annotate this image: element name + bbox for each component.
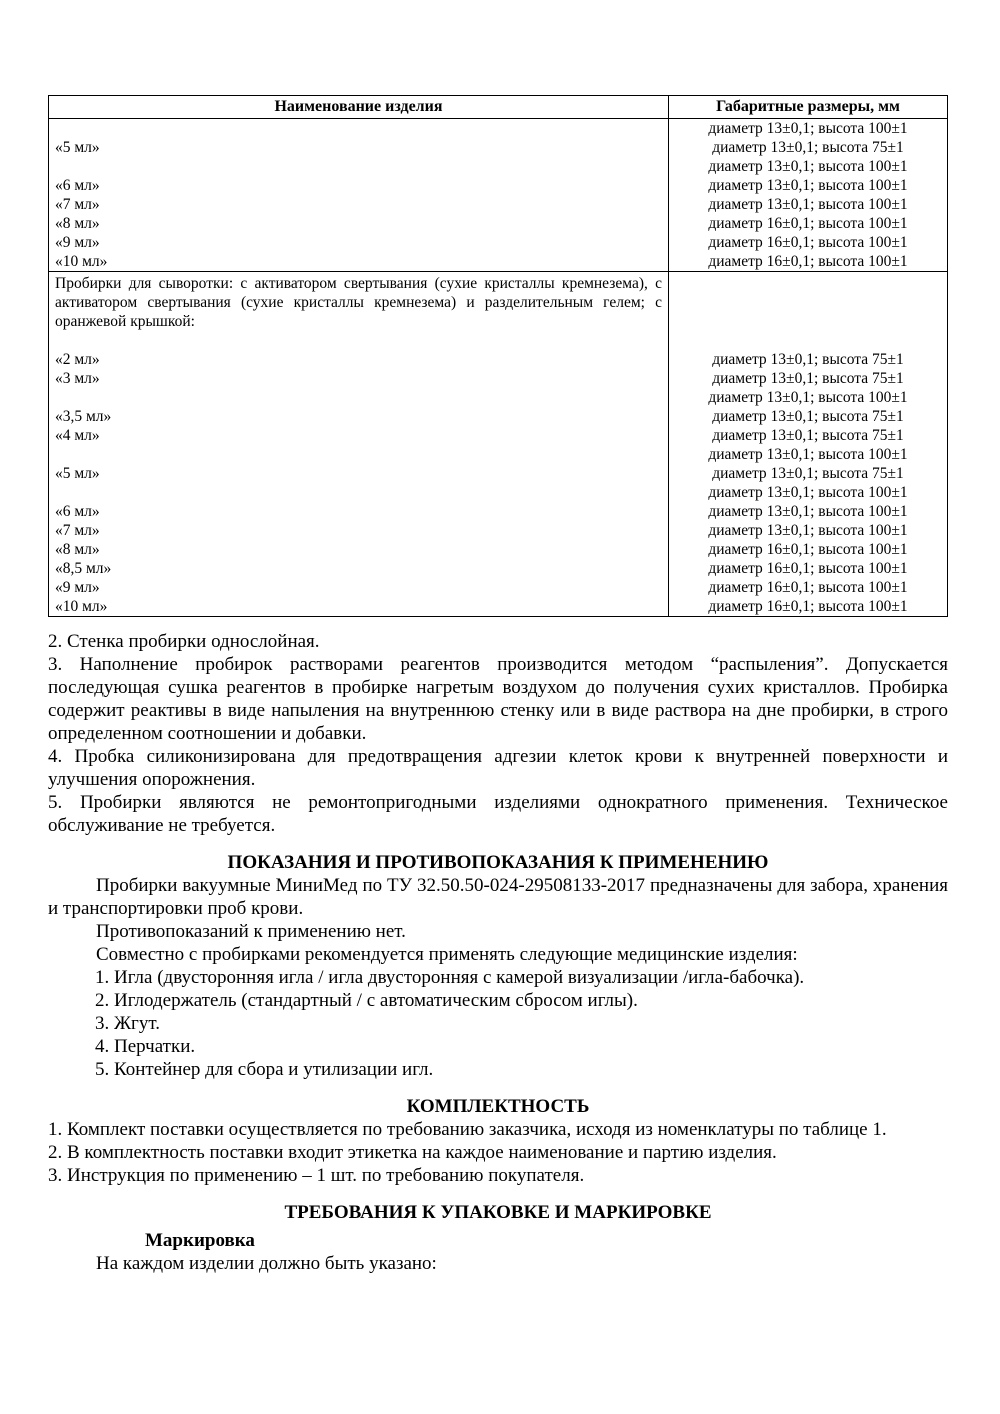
dimensions-cell: диаметр 13±0,1; высота 100±1 bbox=[668, 176, 947, 195]
dimensions-cell: диаметр 13±0,1; высота 100±1 bbox=[668, 502, 947, 521]
paragraph-siliconized-stopper: 4. Пробка силиконизирована для предотвращения адгезии клеток крови к внутренней поверхности и улучшения опорожнения. bbox=[48, 746, 948, 790]
table-row bbox=[49, 521, 947, 540]
dimensions-cell: диаметр 16±0,1; высота 100±1 bbox=[668, 214, 947, 233]
dimensions-cell: диаметр 13±0,1; высота 100±1 bbox=[668, 483, 947, 502]
table-row bbox=[49, 157, 947, 176]
product-name-cell: «8 мл» bbox=[55, 215, 100, 232]
dimensions-cell: диаметр 16±0,1; высота 100±1 bbox=[668, 252, 947, 271]
section-heading-packaging: ТРЕБОВАНИЯ К УПАКОВКЕ И МАРКИРОВКЕ bbox=[284, 1202, 712, 1223]
product-name-cell: «2 мл» bbox=[55, 351, 100, 368]
paragraph-recommended-devices: Совместно с пробирками рекомендуется применять следующие медицинские изделия: bbox=[96, 944, 798, 965]
list-item: 2. В комплектность поставки входит этикетка на каждое наименование и партию изделия. bbox=[48, 1142, 777, 1163]
paragraph-no-contraindications: Противопоказаний к применению нет. bbox=[96, 921, 406, 942]
table-row bbox=[49, 483, 947, 502]
table-block-plain-tubes bbox=[49, 119, 947, 271]
product-name-cell: «5 мл» bbox=[55, 139, 100, 156]
product-name-cell: «7 мл» bbox=[55, 196, 100, 213]
table-row bbox=[49, 388, 947, 407]
product-name-cell: «8 мл» bbox=[55, 541, 100, 558]
table-row-spacer bbox=[49, 331, 947, 350]
dimensions-cell: диаметр 13±0,1; высота 100±1 bbox=[668, 521, 947, 540]
product-name-cell: «9 мл» bbox=[55, 234, 100, 251]
table-row bbox=[49, 119, 947, 138]
dimensions-cell: диаметр 16±0,1; высота 100±1 bbox=[668, 559, 947, 578]
table-row bbox=[49, 502, 947, 521]
paragraph-reagent-filling: 3. Наполнение пробирок растворами реагентов производится методом “распыления”. Допускается последующая сушка реагентов в пробирке нагретым воздухом до получения сухих кристаллов. Пробирка содержит реактивы в виде напыления на внутреннюю стенку или в виде раствора на дне пробирки, в строго определенном соотношении и добавки. bbox=[48, 654, 948, 744]
dimensions-cell: диаметр 13±0,1; высота 100±1 bbox=[668, 195, 947, 214]
dimensions-cell: диаметр 16±0,1; высота 100±1 bbox=[668, 597, 947, 616]
table-row bbox=[49, 369, 947, 388]
table-row bbox=[49, 252, 947, 271]
table-row bbox=[49, 426, 947, 445]
table-row bbox=[49, 350, 947, 369]
table-row bbox=[49, 407, 947, 426]
list-item: 2. Иглодержатель (стандартный / с автоматическим сбросом иглы). bbox=[95, 990, 638, 1011]
list-item: 1. Комплект поставки осуществляется по требованию заказчика, исходя из номенклатуры по таблице 1. bbox=[48, 1119, 887, 1140]
table-row bbox=[49, 540, 947, 559]
table-row bbox=[49, 138, 947, 157]
list-item: 3. Жгут. bbox=[95, 1013, 160, 1034]
product-dimensions-table bbox=[48, 95, 948, 617]
product-name-cell bbox=[49, 331, 668, 350]
list-item: 1. Игла (двусторонняя игла / игла двусторонняя с камерой визуализации /игла-бабочка). bbox=[95, 967, 805, 988]
dimensions-cell: диаметр 13±0,1; высота 75±1 bbox=[668, 407, 947, 426]
product-name-cell: «4 мл» bbox=[55, 427, 100, 444]
table-row bbox=[49, 195, 947, 214]
product-name-cell bbox=[49, 157, 668, 176]
dimensions-cell: диаметр 16±0,1; высота 100±1 bbox=[668, 540, 947, 559]
table-block-serum-tubes bbox=[49, 271, 947, 616]
table-row bbox=[49, 445, 947, 464]
dimensions-cell: диаметр 13±0,1; высота 75±1 bbox=[668, 464, 947, 483]
document-body bbox=[48, 630, 948, 1275]
product-name-cell: «10 мл» bbox=[55, 253, 108, 270]
list-item: 3. Инструкция по применению – 1 шт. по требованию покупателя. bbox=[48, 1165, 585, 1186]
paragraph-intended-use: Пробирки вакуумные МиниМед по ТУ 32.50.50-024-29508133-2017 предназначены для забора, хранения и транспортировки проб крови. bbox=[48, 875, 948, 919]
product-name-cell bbox=[49, 483, 668, 502]
product-name-cell: «8,5 мл» bbox=[55, 560, 112, 577]
dimensions-cell: диаметр 13±0,1; высота 75±1 bbox=[668, 426, 947, 445]
product-name-cell: «6 мл» bbox=[55, 177, 100, 194]
product-name-cell bbox=[49, 388, 668, 407]
table-row bbox=[49, 464, 947, 483]
dimensions-cell: диаметр 13±0,1; высота 75±1 bbox=[668, 138, 947, 157]
list-item: 5. Контейнер для сбора и утилизации игл. bbox=[95, 1059, 434, 1080]
paragraph-wall-single-layer: 2. Стенка пробирки однослойная. bbox=[48, 631, 320, 652]
paragraph-non-repairable: 5. Пробирки являются не ремонтопригодными изделиями однократного применения. Техническое обслуживание не требуется. bbox=[48, 792, 948, 836]
dimensions-cell: диаметр 16±0,1; высота 100±1 bbox=[668, 578, 947, 597]
dimensions-cell bbox=[668, 272, 947, 331]
serum-tubes-description: Пробирки для сыворотки: с активатором свертывания (сухие кристаллы кремнезема), с активатором свертывания (сухие кристаллы кремнезема) и разделительным гелем; с оранжевой крышкой: bbox=[55, 275, 662, 330]
serum-description-row bbox=[49, 272, 947, 331]
paragraph-marking-intro: На каждом изделии должно быть указано: bbox=[96, 1253, 437, 1274]
dimensions-cell: диаметр 13±0,1; высота 100±1 bbox=[668, 119, 947, 138]
product-name-cell bbox=[49, 445, 668, 464]
dimensions-cell: диаметр 13±0,1; высота 100±1 bbox=[668, 388, 947, 407]
serum-rows bbox=[49, 350, 947, 616]
table-header-product-name: Наименование изделия bbox=[274, 98, 443, 115]
table-row bbox=[49, 233, 947, 252]
table-row bbox=[49, 214, 947, 233]
table-header-dimensions: Габаритные размеры, мм bbox=[668, 96, 947, 118]
dimensions-cell: диаметр 16±0,1; высота 100±1 bbox=[668, 233, 947, 252]
dimensions-cell: диаметр 13±0,1; высота 75±1 bbox=[668, 350, 947, 369]
product-name-cell: «6 мл» bbox=[55, 503, 100, 520]
product-name-cell: «9 мл» bbox=[55, 579, 100, 596]
table-header-row bbox=[49, 96, 947, 119]
product-name-cell: «7 мл» bbox=[55, 522, 100, 539]
dimensions-cell: диаметр 13±0,1; высота 75±1 bbox=[668, 369, 947, 388]
dimensions-cell: диаметр 13±0,1; высота 100±1 bbox=[668, 445, 947, 464]
section-heading-completeness: КОМПЛЕКТНОСТЬ bbox=[406, 1096, 590, 1117]
table-row bbox=[49, 176, 947, 195]
table-row bbox=[49, 559, 947, 578]
section-heading-indications: ПОКАЗАНИЯ И ПРОТИВОПОКАЗАНИЯ К ПРИМЕНЕНИЮ bbox=[227, 852, 769, 873]
completeness-list bbox=[48, 1118, 948, 1187]
dimensions-cell: диаметр 13±0,1; высота 100±1 bbox=[668, 157, 947, 176]
subheading-marking: Маркировка bbox=[145, 1230, 255, 1251]
product-name-cell: «10 мл» bbox=[55, 598, 108, 615]
table-row bbox=[49, 578, 947, 597]
product-name-cell: «5 мл» bbox=[55, 465, 100, 482]
product-name-cell: «3,5 мл» bbox=[55, 408, 112, 425]
recommended-devices-list bbox=[48, 966, 948, 1081]
list-item: 4. Перчатки. bbox=[95, 1036, 196, 1057]
product-name-cell bbox=[49, 119, 668, 138]
table-row bbox=[49, 597, 947, 616]
product-name-cell: «3 мл» bbox=[55, 370, 100, 387]
dimensions-cell bbox=[668, 331, 947, 350]
